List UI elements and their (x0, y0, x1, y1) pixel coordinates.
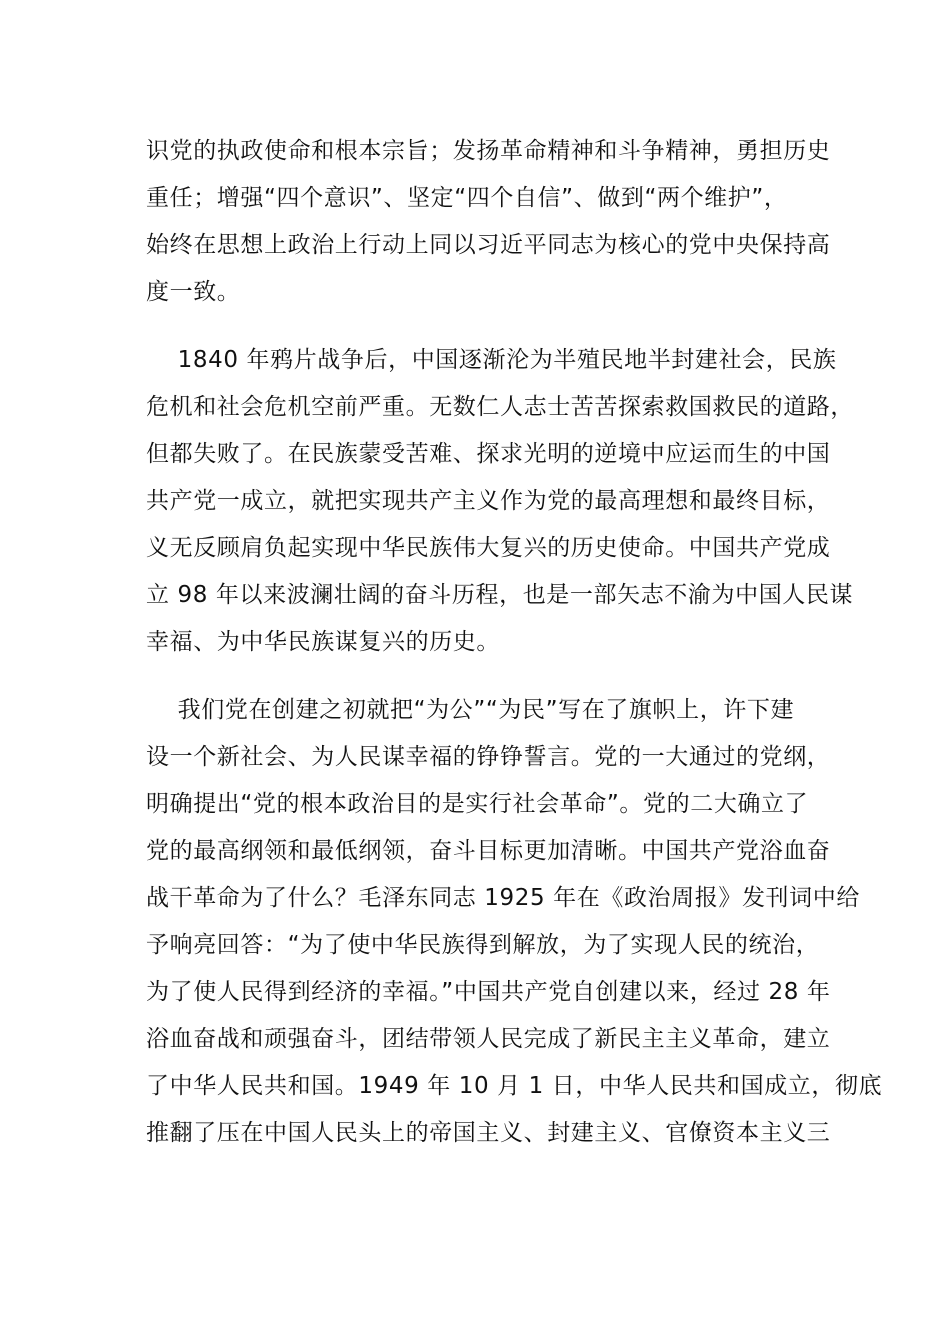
text-line: 推翻了压在中国人民头上的帝国主义、封建主义、官僚资本主义三 (146, 1120, 831, 1146)
text-line: 战干革命为了什么？毛泽东同志 1925 年在《政治周报》发刊词中给 (146, 885, 860, 911)
text-line: 为了使人民得到经济的幸福。”中国共产党自创建以来，经过 28 年 (146, 979, 831, 1005)
text-line: 幸福、为中华民族谋复兴的历史。 (146, 629, 500, 655)
document-body (146, 128, 883, 1157)
text-line: 义无反顾肩负起实现中华民族伟大复兴的历史使命。中国共产党成 (146, 535, 831, 561)
text-line: 予响亮回答：“为了使中华民族得到解放，为了实现人民的统治， (146, 932, 820, 958)
text-line: 我们党在创建之初就把“为公”“为民”写在了旗帜上，许下建 (146, 697, 795, 723)
text-line: 重任；增强“四个意识”、坚定“四个自信”、做到“两个维护”， (146, 185, 788, 211)
text-line: 设一个新社会、为人民谋幸福的铮铮誓言。党的一大通过的党纲， (146, 744, 831, 770)
text-line: 始终在思想上政治上行动上同以习近平同志为核心的党中央保持高 (146, 232, 831, 258)
text-line: 浴血奋战和顽强奋斗，团结带领人民完成了新民主主义革命，建立 (146, 1026, 831, 1052)
text-line: 但都失败了。在民族蒙受苦难、探求光明的逆境中应运而生的中国 (146, 441, 831, 467)
text-line: 识党的执政使命和根本宗旨；发扬革命精神和斗争精神，勇担历史 (146, 138, 831, 164)
text-line: 明确提出“党的根本政治目的是实行社会革命”。党的二大确立了 (146, 791, 809, 817)
text-line: 1840 年鸦片战争后，中国逐渐沦为半殖民地半封建社会，民族 (146, 347, 837, 373)
text-line: 立 98 年以来波澜壮阔的奋斗历程，也是一部矢志不渝为中国人民谋 (146, 582, 854, 608)
text-line: 党的最高纲领和最低纲领，奋斗目标更加清晰。中国共产党浴血奋 (146, 838, 831, 864)
paragraph-2 (146, 337, 854, 666)
text-line: 共产党一成立，就把实现共产主义作为党的最高理想和最终目标， (146, 488, 831, 514)
text-line: 度一致。 (146, 279, 241, 305)
paragraph-spacer (146, 316, 810, 337)
text-line: 危机和社会危机空前严重。无数仁人志士苦苦探索救国救民的道路， (146, 394, 854, 420)
text-line: 了中华人民共和国。1949 年 10 月 1 日，中华人民共和国成立，彻底 (146, 1073, 883, 1099)
paragraph-1 (146, 128, 831, 316)
paragraph-3 (146, 687, 883, 1157)
paragraph-spacer (146, 666, 810, 687)
